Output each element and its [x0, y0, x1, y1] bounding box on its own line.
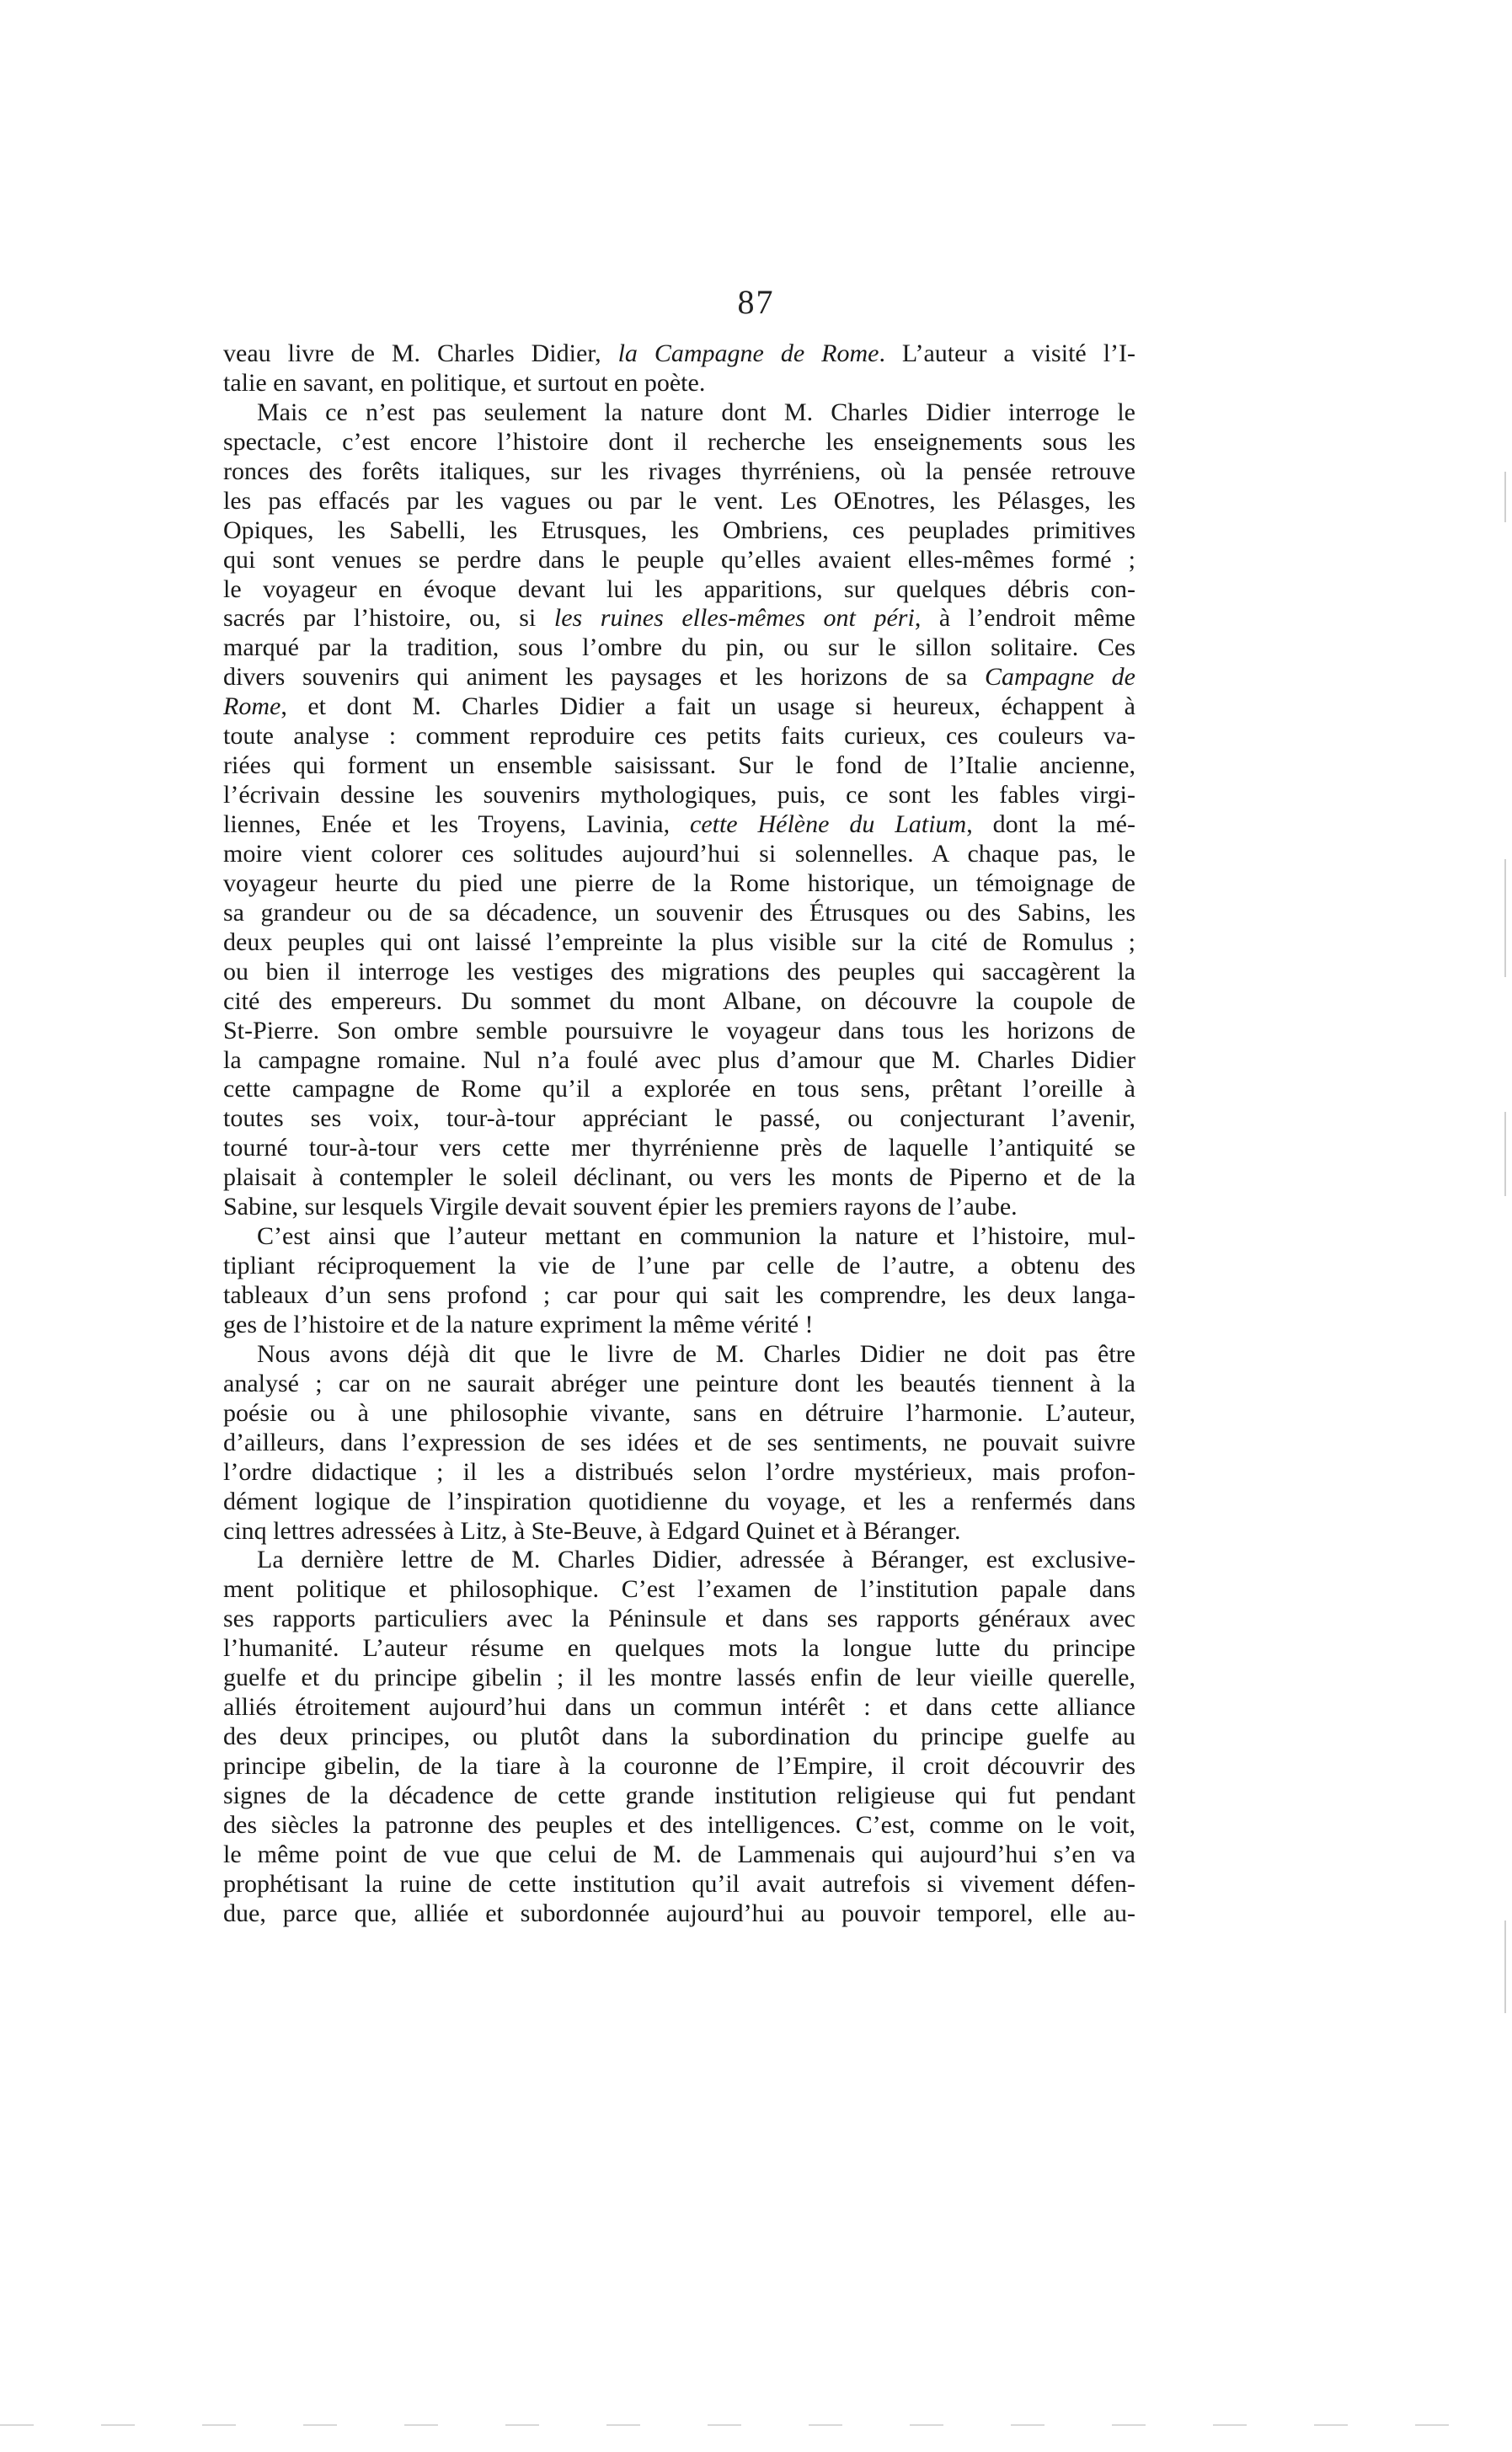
text-line [223, 663, 1135, 692]
text-run: cité des empereurs. Du sommet du mont Albane, on découvre la coupole de [223, 986, 1135, 1015]
text-run: qui sont venues se perdre dans le peuple qu’elles avaient elles-mêmes formé ; [223, 545, 1135, 574]
text-run: voyageur heurte du pied une pierre de la Rome historique, un témoignage de [223, 868, 1135, 897]
text-line [223, 428, 1135, 457]
page-number: 87 [737, 283, 775, 321]
text-run: le voyageur en évoque devant lui les apparitions, sur quelques débris con- [223, 574, 1135, 603]
scan-edge [0, 2424, 1512, 2426]
text-line [223, 869, 1135, 899]
text-line [223, 928, 1135, 958]
text-run: La dernière lettre de M. Charles Didier, adressée à Béranger, est exclusive- [257, 1546, 1135, 1574]
text-run: plaisait à contempler le soleil déclinant, ou vers les monts de Piperno et de la [223, 1163, 1135, 1192]
text-run: , et dont M. Charles Didier a fait un usage si heureux, échappent à [280, 692, 1135, 721]
text-run: l’humanité. L’auteur résume en quelques mots la longue lutte du principe [223, 1634, 1135, 1663]
text-line [223, 1517, 1135, 1547]
text-line [223, 1252, 1135, 1281]
text-line [223, 899, 1135, 928]
text-run: d’ailleurs, dans l’expression de ses idées et de ses sentiments, ne pouvait suivre [223, 1428, 1135, 1456]
text-run: talie en savant, en politique, et surtout en poète. [223, 368, 706, 397]
text-line [223, 1281, 1135, 1311]
text-run: moire vient colorer ces solitudes aujourd’hui si solennelles. A chaque pas, le [223, 839, 1135, 868]
text-run: les pas effacés par les vagues ou par le vent. Les OEnotres, les Pélasges, les [223, 486, 1135, 515]
text-run: riées qui forment un ensemble saisissant. Sur le fond de l’Italie ancienne, [223, 751, 1135, 780]
margin-mark [1504, 1920, 1506, 2013]
text-line [223, 633, 1135, 663]
text-line [223, 1193, 1135, 1222]
text-run: sa grandeur ou de sa décadence, un souvenir des Étrusques ou des Sabins, les [223, 898, 1135, 927]
italic-text: les ruines elles-mêmes ont péri [553, 604, 915, 633]
body-text [223, 339, 1135, 1929]
text-run: Sabine, sur lesquels Virgile devait souvent épier les premiers rayons de l’aube. [223, 1193, 1018, 1221]
text-line [223, 1017, 1135, 1046]
italic-text: cette Hélène du Latium [690, 810, 967, 838]
margin-mark [1504, 472, 1506, 522]
text-run: Nous avons déjà dit que le livre de M. Charles Didier ne doit pas être [257, 1339, 1135, 1368]
margin-mark [1504, 1112, 1506, 1196]
text-run: l’ordre didactique ; il les a distribués selon l’ordre mystérieux, mais profon- [223, 1457, 1135, 1486]
text-run: tipliant réciproquement la vie de l’une par celle de l’autre, a obtenu des [223, 1252, 1135, 1280]
text-line [223, 398, 1135, 428]
text-run: toute analyse : comment reproduire ces petits faits curieux, ces couleurs va- [223, 722, 1135, 751]
text-run: guelfe et du principe gibelin ; il les montre lassés enfin de leur vieille querelle, [223, 1664, 1135, 1692]
text-line [223, 1811, 1135, 1840]
text-line [223, 810, 1135, 840]
text-line [223, 516, 1135, 546]
text-line [223, 1104, 1135, 1134]
text-line [223, 1634, 1135, 1664]
text-line [223, 722, 1135, 751]
text-run: ronces des forêts italiques, sur les rivages thyrréniens, où la pensée retrouve [223, 457, 1135, 485]
italic-text: Campagne de [985, 663, 1135, 692]
text-line [223, 1163, 1135, 1193]
text-run: Opiques, les Sabelli, les Etrusques, les Ombriens, ces peuplades primitives [223, 516, 1135, 544]
text-line [223, 1311, 1135, 1340]
text-run: des deux principes, ou plutôt dans la subordination du principe guelfe au [223, 1723, 1135, 1751]
text-line [223, 1046, 1135, 1076]
text-line [223, 1664, 1135, 1693]
text-line [223, 339, 1135, 369]
text-run: . L’auteur a visité l’I- [879, 339, 1136, 367]
text-line [223, 987, 1135, 1017]
text-run: tableaux d’un sens profond ; car pour qui sait les comprendre, les deux langa- [223, 1281, 1135, 1309]
text-line [223, 958, 1135, 987]
text-run: toutes ses voix, tour-à-tour appréciant le passé, ou conjecturant l’avenir, [223, 1104, 1135, 1133]
text-line [223, 1575, 1135, 1605]
text-line [223, 1399, 1135, 1429]
text-line [223, 1752, 1135, 1782]
text-run: ges de l’histoire et de la nature expriment la même vérité ! [223, 1310, 814, 1338]
text-run: cette campagne de Rome qu’il a explorée en tous sens, prêtant l’oreille à [223, 1075, 1135, 1103]
text-line [223, 1429, 1135, 1458]
text-run: , à l’endroit même [914, 604, 1135, 633]
text-line [223, 1546, 1135, 1575]
text-run: analysé ; car on ne saurait abréger une peinture dont les beautés tiennent à la [223, 1369, 1135, 1397]
text-run: divers souvenirs qui animent les paysages et les horizons de sa [223, 663, 985, 692]
text-line [223, 1840, 1135, 1870]
text-line [223, 1134, 1135, 1163]
text-line [223, 781, 1135, 810]
margin-mark [1504, 859, 1506, 977]
text-run: ment politique et philosophique. C’est l’examen de l’institution papale dans [223, 1575, 1135, 1604]
text-line [223, 457, 1135, 487]
text-run: veau livre de M. Charles Didier, [223, 339, 618, 367]
text-run: ou bien il interroge les vestiges des migrations des peuples qui saccagèrent la [223, 957, 1135, 986]
italic-text: Rome [223, 692, 281, 721]
text-line [223, 1458, 1135, 1488]
text-run: St-Pierre. Son ombre semble poursuivre le voyageur dans tous les horizons de [223, 1016, 1135, 1044]
text-line [223, 1075, 1135, 1104]
text-run: alliés étroitement aujourd’hui dans un commun intérêt : et dans cette alliance [223, 1693, 1135, 1722]
text-line [223, 1222, 1135, 1252]
text-run: cinq lettres adressées à Litz, à Ste-Beuve, à Edgard Quinet et à Béranger. [223, 1516, 961, 1545]
text-line [223, 1370, 1135, 1399]
text-line [223, 1723, 1135, 1752]
text-run: principe gibelin, de la tiare à la couronne de l’Empire, il croit découvrir des [223, 1752, 1135, 1780]
text-run: liennes, Enée et les Troyens, Lavinia, [223, 810, 690, 838]
text-run: due, parce que, alliée et subordonnée aujourd’hui au pouvoir temporel, elle au- [223, 1899, 1135, 1927]
text-line [223, 692, 1135, 722]
text-run: spectacle, c’est encore l’histoire dont il recherche les enseignements sous les [223, 427, 1135, 456]
text-line [223, 369, 1135, 398]
text-line [223, 1340, 1135, 1370]
text-run: ses rapports particuliers avec la Péninsule et dans ses rapports généraux avec [223, 1605, 1135, 1633]
text-line [223, 1899, 1135, 1929]
text-run: le même point de vue que celui de M. de Lammenais qui aujourd’hui s’en va [223, 1840, 1135, 1868]
text-run: la campagne romaine. Nul n’a foulé avec plus d’amour que M. Charles Didier [223, 1045, 1135, 1074]
text-run: poésie ou à une philosophie vivante, sans en détruire l’harmonie. L’auteur, [223, 1398, 1135, 1427]
text-line [223, 604, 1135, 633]
text-line [223, 1782, 1135, 1811]
text-line [223, 546, 1135, 575]
text-line [223, 487, 1135, 516]
text-run: des siècles la patronne des peuples et des intelligences. C’est, comme on le voit, [223, 1810, 1135, 1839]
text-run: , dont la mé- [966, 810, 1135, 838]
text-line [223, 575, 1135, 605]
text-run: C’est ainsi que l’auteur mettant en communion la nature et l’histoire, mul- [257, 1222, 1135, 1251]
text-run: signes de la décadence de cette grande institution religieuse qui fut pendant [223, 1781, 1135, 1809]
text-run: Mais ce n’est pas seulement la nature dont M. Charles Didier interroge le [257, 398, 1135, 426]
text-run: sacrés par l’histoire, ou, si [223, 604, 554, 633]
text-run: l’écrivain dessine les souvenirs mythologiques, puis, ce sont les fables virgi- [223, 781, 1135, 809]
text-run: marqué par la tradition, sous l’ombre du pin, ou sur le sillon solitaire. Ces [223, 633, 1135, 662]
text-run: prophétisant la ruine de cette institution qu’il avait autrefois si vivement défen- [223, 1869, 1135, 1898]
italic-text: la Campagne de Rome [617, 339, 879, 367]
text-line [223, 1870, 1135, 1899]
text-line [223, 840, 1135, 869]
text-line [223, 1488, 1135, 1517]
text-run: dément logique de l’inspiration quotidienne du voyage, et les a renfermés dans [223, 1487, 1135, 1515]
text-line [223, 751, 1135, 781]
text-line [223, 1605, 1135, 1634]
text-line [223, 1693, 1135, 1723]
text-run: deux peuples qui ont laissé l’empreinte la plus visible sur la cité de Romulus ; [223, 927, 1135, 956]
text-run: tourné tour-à-tour vers cette mer thyrrénienne près de laquelle l’antiquité se [223, 1134, 1135, 1162]
